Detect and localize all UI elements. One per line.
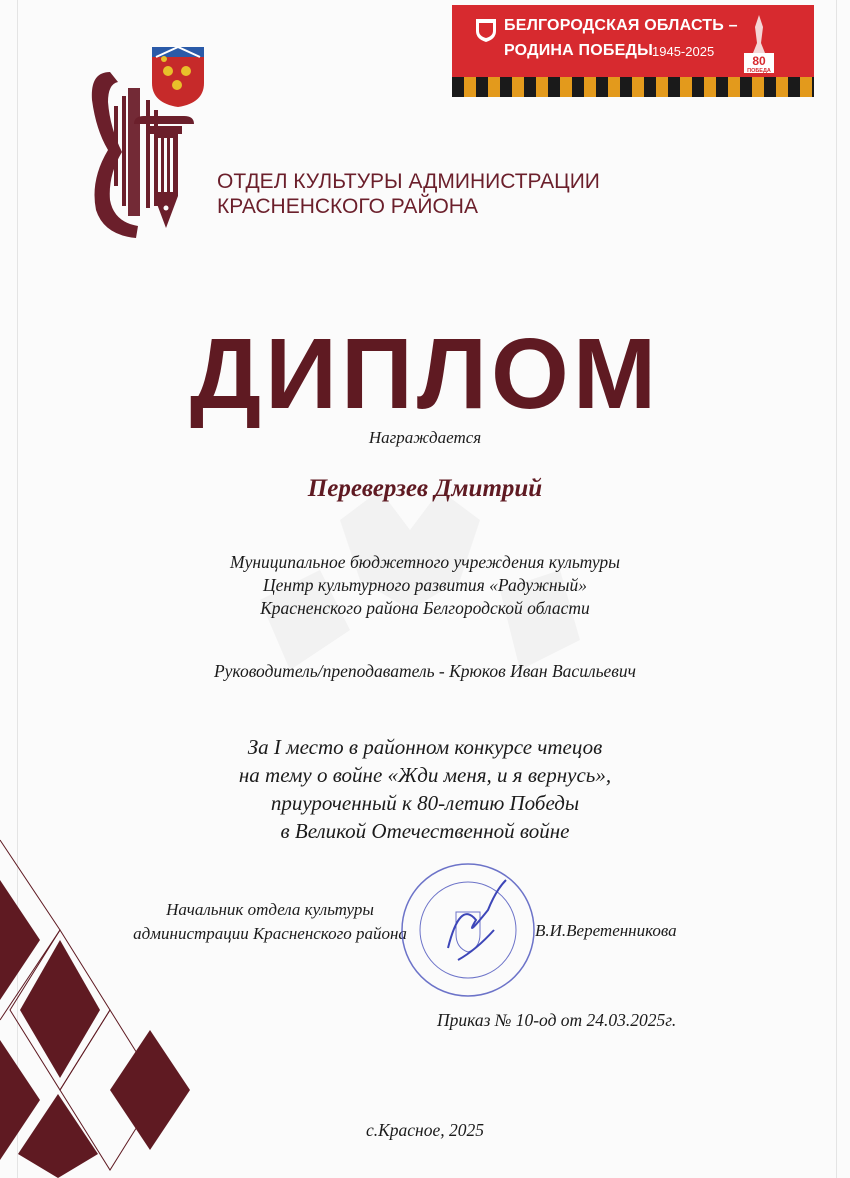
institution-line: Красненского района Белгородской области: [260, 598, 590, 618]
institution-line: Муниципальное бюджетного учреждения культуры: [230, 552, 620, 572]
reason-line: приуроченный к 80-летию Победы: [270, 791, 580, 815]
banner-line1: БЕЛГОРОДСКАЯ ОБЛАСТЬ –: [504, 17, 738, 34]
institution-line: Центр культурного развития «Радужный»: [263, 575, 587, 595]
banner-line2: РОДИНА ПОБЕДЫ: [504, 42, 653, 59]
badge-number: 80: [752, 54, 766, 68]
place-and-year: с.Красное, 2025: [366, 1120, 484, 1140]
official-stamp-with-signature: [398, 860, 538, 1000]
org-line1: ОТДЕЛ КУЛЬТУРЫ АДМИНИСТРАЦИИ: [217, 170, 600, 193]
signatory-name: В.И.Веретенникова: [535, 921, 677, 940]
order-reference: Приказ № 10-од от 24.03.2025г.: [437, 1010, 677, 1030]
reason-line: в Великой Отечественной войне: [280, 819, 570, 843]
anniversary-banner: [452, 5, 814, 97]
organization-name: [217, 169, 600, 219]
handwritten-signature: [448, 880, 506, 960]
victory-80-badge: [742, 13, 776, 75]
role-line: Начальник отдела культуры: [166, 900, 374, 919]
institution: [0, 551, 850, 620]
reason-line: За I место в районном конкурсе чтецов: [247, 735, 603, 759]
coat-of-arms-icon: [150, 43, 206, 109]
diploma-title: ДИПЛОМ: [189, 318, 661, 430]
badge-text: ПОБЕДА: [747, 68, 771, 74]
leader-line: Руководитель/преподаватель - Крюков Иван Васильевич: [213, 661, 637, 681]
st-george-ribbon: [452, 77, 814, 97]
regional-emblem-icon: [474, 17, 498, 43]
banner-years: 1945-2025: [652, 44, 715, 59]
signatory-role: [110, 898, 430, 946]
org-line2: КРАСНЕНСКОГО РАЙОНА: [217, 195, 478, 218]
awarded-label: Награждается: [368, 428, 482, 447]
recipient-name: Переверзев Дмитрий: [307, 475, 543, 502]
reason-line: на тему о войне «Жди меня, и я вернусь»,: [238, 763, 612, 787]
role-line: администрации Красненского района: [133, 924, 407, 943]
